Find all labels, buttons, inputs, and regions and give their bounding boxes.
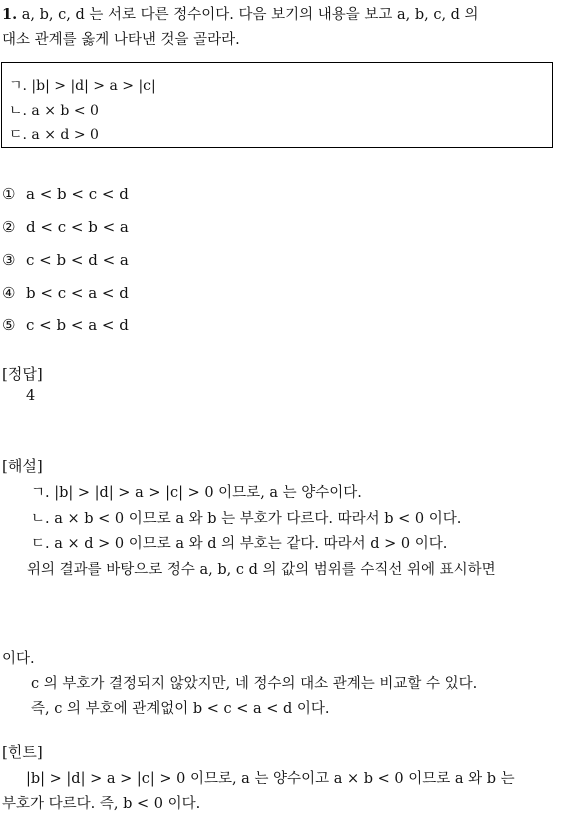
choice-number: ③ <box>2 251 16 269</box>
answer-value: 4 <box>26 388 36 404</box>
choice-text: a < b < c < d <box>26 185 129 203</box>
question-number: 1. <box>2 6 18 23</box>
hint-line-1: |b| > |d| > a > |c| > 0 이므로, a 는 양수이고 a × b < 0 이므로 a 와 b 는 <box>26 771 515 787</box>
explanation-line-5: c 의 부호가 결정되지 않았지만, 네 정수의 대소 관계는 비교할 수 있다. <box>31 676 478 692</box>
choice-2[interactable] <box>2 218 129 236</box>
choice-text: d < c < b < a <box>26 218 129 236</box>
choice-1[interactable] <box>2 185 129 203</box>
choice-4[interactable] <box>2 284 129 302</box>
explanation-line-4: 위의 결과를 바탕으로 정수 a, b, c d 의 값의 범위를 수직선 위에 표시하면 <box>27 562 496 578</box>
hint-heading: [힌트] <box>2 743 43 761</box>
question-line-1 <box>2 3 479 24</box>
explanation-line-3: ㄷ. a × d > 0 이므로 a 와 d 의 부호는 같다. 따라서 d > 0 이다. <box>31 536 448 552</box>
question-text-2: 대소 관계를 옳게 나타낸 것을 골라라. <box>2 32 240 48</box>
choice-5[interactable] <box>2 316 129 334</box>
question-text-1: a, b, c, d 는 서로 다른 정수이다. 다음 보기의 내용을 보고 a, b, c, d 의 <box>21 7 479 23</box>
choice-3[interactable] <box>2 251 129 269</box>
condition-item-1: ㄱ. |b| > |d| > a > |c| <box>9 78 156 94</box>
explanation-after-gap: 이다. <box>2 651 35 667</box>
answer-heading: [정답] <box>2 365 43 383</box>
choice-text: c < b < a < d <box>26 316 129 334</box>
explanation-line-6: 즉, c 의 부호에 관계없이 b < c < a < d 이다. <box>31 701 330 717</box>
condition-item-2: ㄴ. a × b < 0 <box>9 103 99 119</box>
choice-number: ① <box>2 185 16 203</box>
choice-number: ⑤ <box>2 316 16 334</box>
choice-number: ② <box>2 218 16 236</box>
explanation-line-1: ㄱ. |b| > |d| > a > |c| > 0 이므로, a 는 양수이다. <box>31 485 362 501</box>
explanation-line-2: ㄴ. a × b < 0 이므로 a 와 b 는 부호가 다르다. 따라서 b < 0 이다. <box>31 511 462 527</box>
choice-text: b < c < a < d <box>26 284 129 302</box>
condition-item-3: ㄷ. a × d > 0 <box>9 127 99 143</box>
choice-text: c < b < d < a <box>26 251 129 269</box>
choice-number: ④ <box>2 284 16 302</box>
hint-line-2: 부호가 다르다. 즉, b < 0 이다. <box>2 796 201 812</box>
explanation-heading: [해설] <box>2 457 43 475</box>
